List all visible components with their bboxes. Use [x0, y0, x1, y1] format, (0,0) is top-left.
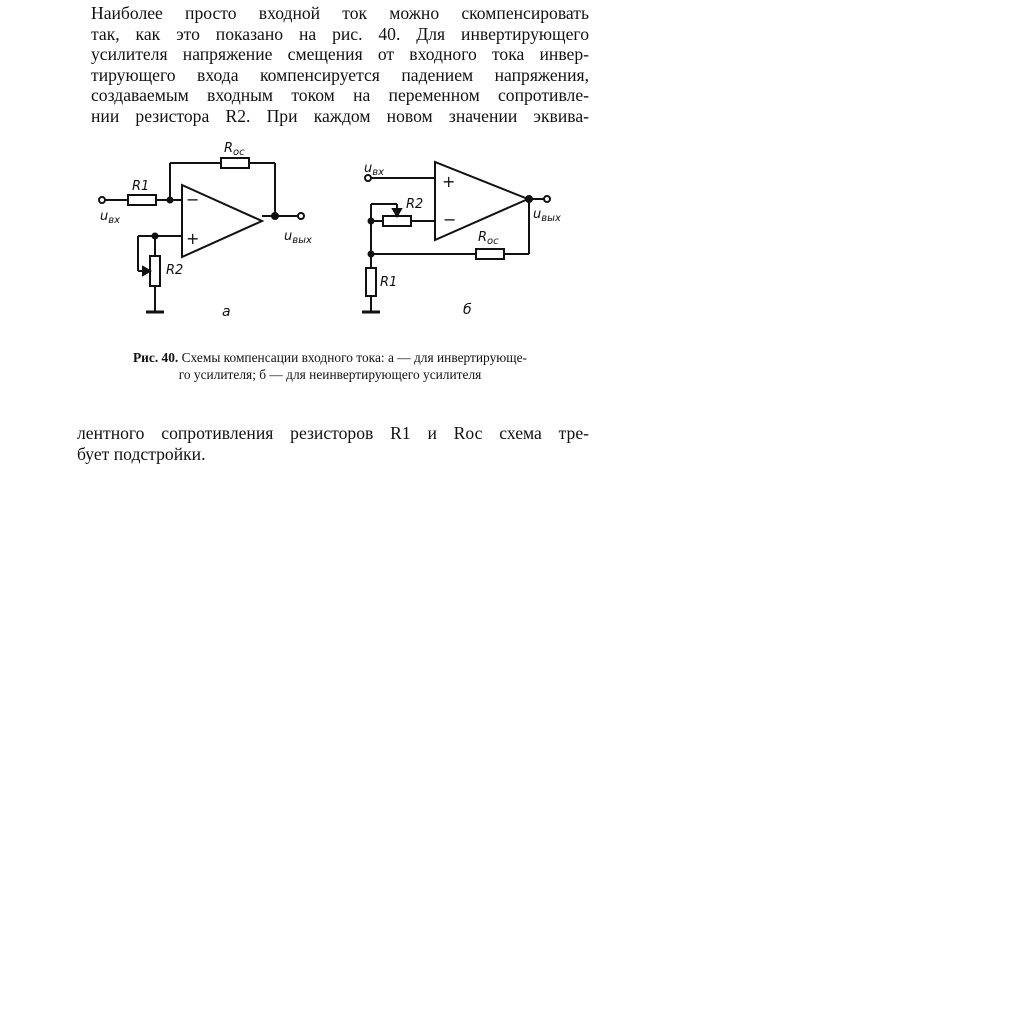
- resistor-r1-a: [128, 195, 156, 205]
- text-line: создаваемым входным током на переменном сопротивле-: [91, 85, 589, 106]
- figure-40: [80, 128, 620, 328]
- circuit-a: [99, 158, 304, 312]
- label-circuit-b: б: [463, 302, 472, 318]
- output-terminal-a: [298, 213, 304, 219]
- plus-sign-a: +: [186, 229, 200, 248]
- caption-line-2: го усилителя; б — для неинвертирующего усилителя: [178, 367, 482, 382]
- output-terminal-b: [544, 196, 550, 202]
- resistor-roc-a: [221, 158, 249, 168]
- minus-sign-b: −: [443, 210, 457, 229]
- label-circuit-a: а: [222, 304, 231, 320]
- label-roc-b: $R_{oc}$: [478, 230, 499, 247]
- wiper-arrow-icon: [393, 209, 401, 216]
- text-line: нии резистора R2. При каждом новом значении эквива-: [91, 105, 589, 126]
- label-r2-b: R2: [406, 197, 424, 212]
- text-line: тирующего входа компенсируется падением напряжения,: [91, 64, 589, 85]
- circuit-diagrams: [80, 128, 620, 328]
- input-terminal-a: [99, 197, 105, 203]
- plus-sign-b: +: [442, 172, 456, 191]
- text-line: усилителя напряжение смещения от входного тока инвер-: [91, 44, 589, 65]
- caption-line-1: Схемы компенсации входного тока: а — для инвертирующе-: [181, 350, 527, 365]
- label-uin-b: $u_{вх}$: [364, 161, 385, 178]
- text-line: так, как это показано на рис. 40. Для инвертирующего: [91, 23, 589, 44]
- label-uout-b: $u_{вых}$: [533, 207, 561, 224]
- minus-sign-a: −: [186, 190, 200, 209]
- resistor-roc-b: [476, 249, 504, 259]
- figure-caption: [66, 349, 594, 383]
- text-line: бует подстройки.: [77, 443, 206, 464]
- label-r1-b: R1: [380, 275, 398, 290]
- text-line: Наиболее просто входной ток можно скомпенсировать: [91, 3, 589, 23]
- intro-paragraph: [77, 3, 589, 127]
- label-uout-a: $u_{вых}$: [284, 229, 312, 246]
- caption-label: Рис. 40.: [132, 350, 179, 365]
- label-r2-a: R2: [166, 263, 184, 278]
- resistor-r1-b: [366, 268, 376, 296]
- wiper-arrow-icon: [143, 267, 150, 275]
- label-roc-a: $R_{oc}$: [224, 141, 245, 158]
- text-line: лентного сопротивления резисторов R1 и Rос схема тре-: [77, 423, 589, 443]
- label-uin-a: $u_{вх}$: [100, 209, 121, 226]
- closing-paragraph: [77, 423, 589, 464]
- label-r1-a: R1: [132, 179, 150, 194]
